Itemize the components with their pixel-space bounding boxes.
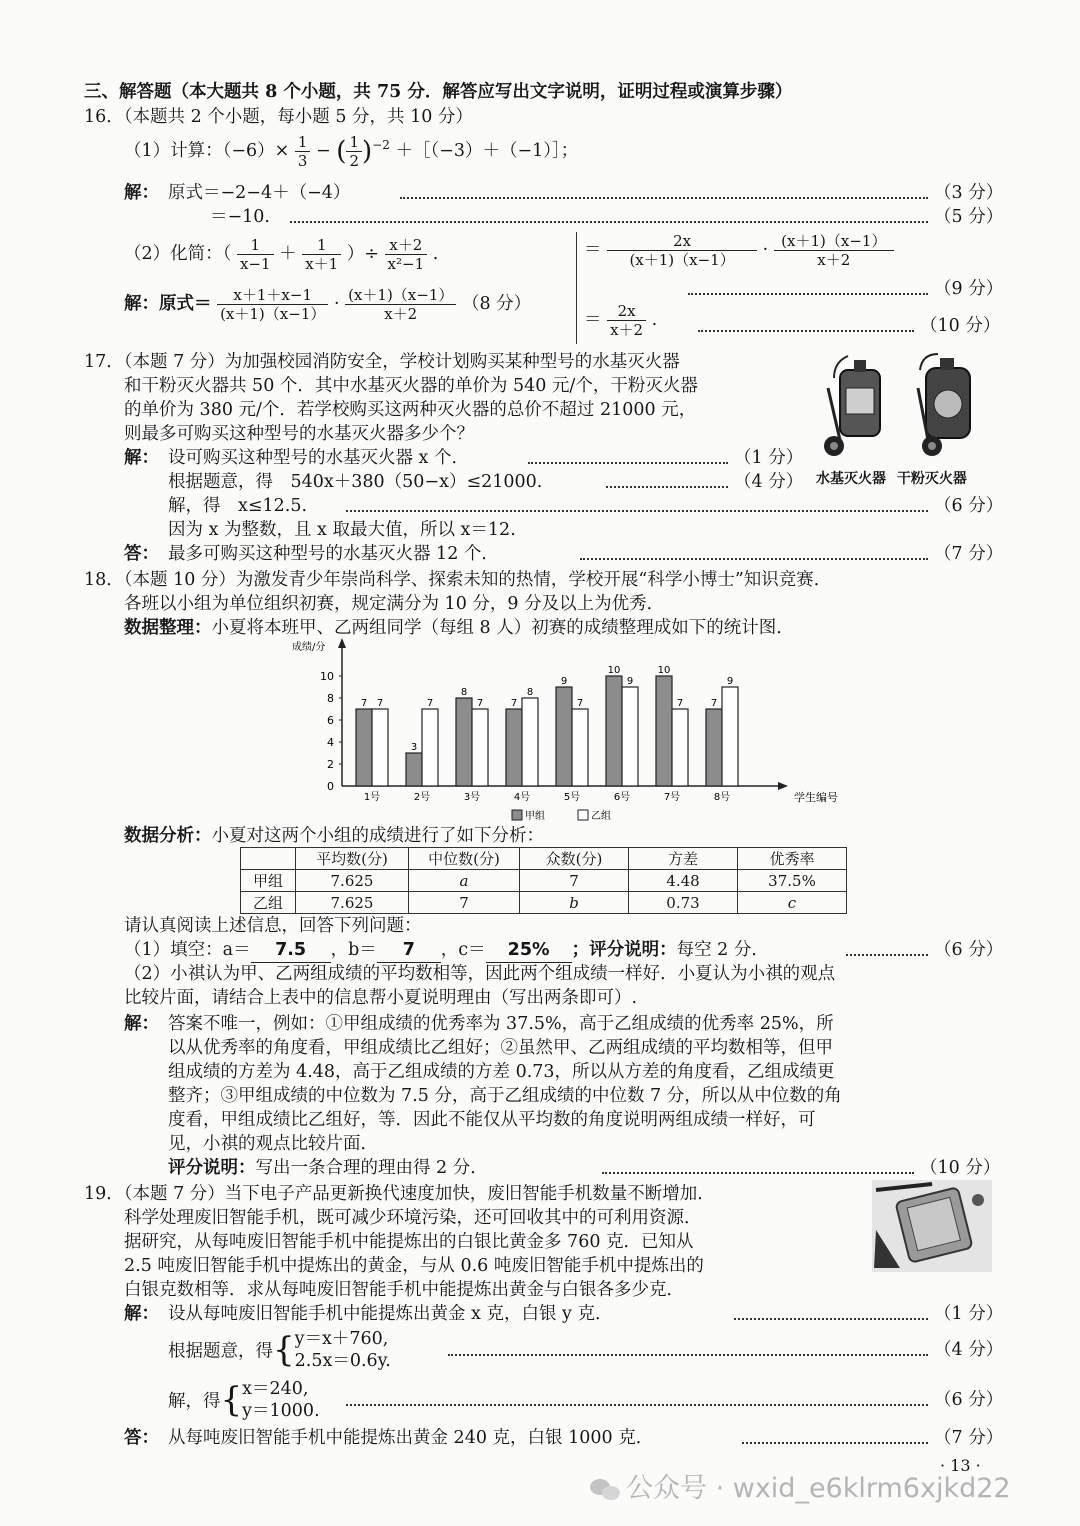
x-tick-label: 2号 [413,792,431,803]
bar-value-label: 3 [410,742,418,753]
x-tick-label: 3号 [463,792,481,803]
equation: 2.5x＝0.6y. [294,1351,391,1371]
score-mark: （10 分） [920,1158,1001,1178]
bar-value-label: 7 [510,698,518,709]
bar-yi [522,698,538,786]
bar-jia [356,709,372,786]
q18-read: 请认真阅读上述信息，回答下列问题： [124,916,422,936]
equation: y＝1000. [242,1401,320,1421]
score-mark: （5 分） [934,207,1004,227]
q16-right-line1: ＝ $\frac{2x}{(x+1)(x-1)}$ · $\frac{(x+1)(x-1)}{x+2}$ [584,232,894,269]
q19-line3: 据研究，从每吨废旧智能手机中能提炼出的白银比黄金多 760 克．已知从 [124,1232,694,1252]
y-tick-label: 6 [327,714,334,727]
q18-sol3: 组成绩的方差为 4.48，高于乙组成绩的方差 0.73，所以从方差的角度看，乙组成绩更 [168,1062,835,1082]
bar-value-label: 9 [626,676,634,687]
bar-jia [556,687,572,786]
x-axis-arrow [778,782,788,790]
bar-jia [656,676,672,786]
q16-right-frac3: $\frac{2x}{x+2}$ [607,302,646,339]
section-header: 三、解答题（本大题共 8 个小题，共 75 分．解答应写出文字说明，证明过程或演算步骤） [84,82,793,102]
q16-right-line2: ＝ $\frac{2x}{x+2}$ . [584,302,658,339]
q19-ans-label: 答： [124,1428,159,1448]
bar-value-label: 8 [460,687,468,698]
bar-value-label: 7 [360,698,368,709]
q18-data-analysis: 数据分析：小夏对这两个小组的成绩进行了如下分析： [124,826,544,846]
q18-line2: 各班以小组为单位组织初赛，规定满分为 10 分，9 分及以上为优秀． [124,594,665,614]
bar-jia [406,753,422,786]
bar-value-label: 7 [576,698,584,709]
y-tick-label: 4 [327,736,334,749]
bar-jia [506,709,522,786]
q17-line4: 则最多可购买这种型号的水基灭火器多少个？ [124,424,474,444]
bar-yi [372,709,388,786]
extinguisher-captions: 水基灭火器 干粉灭火器 [816,471,967,487]
q16-sol-line1: 原式＝−2−4＋（−4） [168,183,351,203]
x-tick-label: 4号 [513,792,531,803]
q16-p2-frac1: $\frac{1}{x-1}$ [237,236,274,273]
stats-table [240,847,847,914]
fire-extinguisher-illustration [820,348,990,464]
q17-line1: 17．（本题 7 分）为加强校园消防安全，学校计划购买某种型号的水基灭火器 [84,352,680,372]
x-tick-label: 8号 [713,792,731,803]
equation: x＝240, [242,1379,309,1399]
q18-line1: 18．（本题 10 分）为激发青少年崇尚科学、探索未知的热情，学校开展“科学小博士”知识竞赛． [84,570,832,590]
leader-dots [602,1172,914,1174]
q17-sol3: 解，得 x≤12.5. [168,496,308,516]
leader-dots [400,197,928,199]
bar-value-label: 9 [560,676,568,687]
q16-part1: （1）计算：（−6）× $\frac{1}{3}$ − ( $\frac{1}{2}$ )$^{-2}$ ＋［（−3）＋（−1）］； [124,133,579,170]
answer-a: 7.5 [251,938,331,963]
y-tick-label: 10 [320,670,334,683]
q17-sol1: 设可购买这种型号的水基灭火器 x 个． [168,448,469,468]
x-axis-label: 学生编号 [794,791,838,804]
score-bar-chart [288,636,838,826]
score-mark: （6 分） [934,1390,1004,1410]
score-mark: （7 分） [934,544,1004,564]
q17-sol2: 根据题意，得 540x＋380（50−x）≤21000. [168,472,543,492]
score-mark: （6 分） [934,940,1004,960]
q16-p1-fraction: $\frac{1}{3}$ [295,133,311,170]
leader-dots [734,1318,928,1320]
q16-p2-frac2: $\frac{1}{x+1}$ [302,236,341,273]
q18-scoring-note: 评分说明：写出一条合理的理由得 2 分． [168,1158,488,1178]
bar-value-label: 9 [726,676,734,687]
leader-dots [846,954,928,956]
leader-dots [290,221,928,223]
q16-sol-line2: ＝−10. [210,207,270,227]
q19-answer: 从每吨废旧智能手机中能提炼出黄金 240 克，白银 1000 克． [168,1428,654,1448]
leader-dots [698,330,914,332]
bar-jia [706,709,722,786]
x-tick-label: 1号 [363,792,381,803]
y-tick-label: 2 [327,758,334,771]
score-mark: （6 分） [934,496,1004,516]
bar-value-label: 7 [476,698,484,709]
q16-sol2-frac2: $\frac{(x+1)(x-1)}{x+2}$ [345,286,456,323]
q18-part1: （1）填空：a＝ 7.5 ，b＝ 7 ，c＝ 25% ；评分说明：每空 2 分． [124,938,769,963]
bar-value-label: 8 [526,687,534,698]
x-tick-label: 5号 [563,792,581,803]
y-tick-label: 0 [327,780,334,793]
bar-value-label: 7 [376,698,384,709]
bar-value-label: 7 [710,698,718,709]
q16-right-frac2: $\frac{(x+1)(x-1)}{x+2}$ [774,232,894,269]
leader-dots [346,1404,928,1406]
wechat-icon [590,1477,622,1503]
q18-part2-line2: 比较片面，请结合上表中的信息帮小夏说明理由（写出两条即可）. [124,988,638,1008]
q16-p1-label: （1）计算：（−6）× [124,141,290,161]
bar-yi [472,709,488,786]
q18-sol-label: 解： [124,1014,159,1034]
table-row: 乙组 7.625 7 b 0.73 c [241,892,847,914]
q16-sol2: 解：原式＝ $\frac{x+1+x-1}{(x+1)(x-1)}$ · $\frac{(x+1)(x-1)}{x+2}$ （8 分） [124,286,532,323]
q16-right-frac1: $\frac{2x}{(x+1)(x-1)}$ [607,232,757,269]
q19-sol1: 设从每吨废旧智能手机中能提炼出黄金 x 克，白银 y 克． [168,1304,613,1324]
score-mark: （10 分） [920,316,1001,336]
score-mark: （1 分） [734,448,804,468]
score-mark: （1 分） [934,1304,1004,1324]
q18-sol5: 度看，甲组成绩比乙组好，等．因此不能仅从平均数的角度说明两组成绩一样好，可 [168,1110,816,1130]
bar-yi [722,687,738,786]
q16-part2: （2）化简：（ $\frac{1}{x-1}$ ＋ $\frac{1}{x+1}$ ）÷ $\frac{x+2}{\text{x²−1}}$ . [124,236,439,273]
q16-p2-frac3: $\frac{x+2}{\text{x²−1}}$ [385,236,428,273]
score-mark: （4 分） [734,472,804,492]
bar-jia [456,698,472,786]
q17-answer: 最多可购买这种型号的水基灭火器 12 个． [168,544,499,564]
q17-line3: 的单价为 380 元/个．若学校购买这两种灭火器的总价不超过 21000 元， [124,400,697,420]
leader-dots [742,1442,928,1444]
y-axis-label: 成绩/分 [292,642,326,653]
phone-disassembly-photo [872,1180,992,1272]
legend-label: 乙组 [591,811,611,822]
q19-system2: 解，得{ x＝240, y＝1000. [168,1379,320,1421]
bar-yi [622,687,638,786]
legend-swatch [512,810,522,820]
bar-value-label: 10 [607,665,621,676]
answer-c: 25% [486,938,572,963]
leader-dots [580,558,928,560]
q19-line1: 19．（本题 7 分）当下电子产品更新换代速度加快，废旧智能手机数量不断增加． [84,1184,715,1204]
y-axis-arrow [338,638,346,648]
score-mark: （7 分） [934,1428,1004,1448]
column-divider [576,232,577,344]
x-tick-label: 7号 [663,792,681,803]
q19-sol-label: 解： [124,1304,159,1324]
watermark: 公众号 · wxid_e6klrm6xjkd22 [590,1466,1011,1505]
q16-p1-inner-fraction: $\frac{1}{2}$ [346,133,362,170]
water-extinguisher-icon [824,356,880,456]
leader-dots [448,1354,928,1356]
dry-powder-extinguisher-icon [918,354,970,456]
score-mark: （9 分） [934,279,1004,299]
q16-title: 16．（本题共 2 个小题，每小题 5 分，共 10 分） [84,107,473,127]
q17-line2: 和干粉灭火器共 50 个．其中水基灭火器的单价为 540 元/个，干粉灭火器 [124,376,698,396]
q18-sol4: 整齐；③甲组成绩的中位数为 7.5 分，高于乙组成绩的中位数 7 分，所以从中位数的角 [168,1086,842,1106]
table-header-row: 平均数(分) 中位数(分) 众数(分) 方差 优秀率 [241,848,847,870]
q18-sol1: 答案不唯一，例如：①甲组成绩的优秀率为 37.5%，高于乙组成绩的优秀率 25%，所 [168,1014,834,1034]
q19-line2: 科学处理废旧智能手机，既可减少环境污染，还可回收其中的可利用资源． [124,1208,702,1228]
table-row: 甲组 7.625 a 7 4.48 37.5% [241,870,847,892]
leader-dots [688,293,928,295]
q18-data-org: 数据整理：小夏将本班甲、乙两组同学（每组 8 人）初赛的成绩整理成如下的统计图． [124,618,794,638]
q19-system1: 根据题意，得{ y＝x＋760, 2.5x＝0.6y. [168,1329,391,1371]
q17-sol-label: 解： [124,448,159,468]
legend-label: 甲组 [525,811,545,822]
leader-dots [346,510,928,512]
legend-swatch [578,810,588,820]
x-tick-label: 6号 [613,792,631,803]
score-mark: （4 分） [934,1340,1004,1360]
leader-dots [528,462,728,464]
q17-ans-label: 答： [124,544,159,564]
q19-line4: 2.5 吨废旧智能手机中提炼出的黄金，与从 0.6 吨废旧智能手机中提炼出的 [124,1256,704,1276]
y-tick-label: 8 [327,692,334,705]
bar-jia [606,676,622,786]
q18-part2-line1: （2）小祺认为甲、乙两组成绩的平均数相等，因此两个组成绩一样好．小夏认为小祺的观点 [124,964,836,984]
q18-sol2: 以从优秀率的角度看，甲组成绩比乙组好；②虽然甲、乙两组成绩的平均数相等，但甲 [168,1038,833,1058]
q18-sol6: 见，小祺的观点比较片面． [168,1134,378,1154]
q19-line5: 白银克数相等．求从每吨废旧智能手机中能提炼出黄金与白银各多少克． [124,1280,684,1300]
page-number: · 13 · [940,1456,981,1475]
leader-dots [606,486,728,488]
score-mark: （3 分） [934,183,1004,203]
q16-sol-label: 解： [124,183,159,203]
bar-value-label: 7 [426,698,434,709]
q16-sol2-frac1: $\frac{x+1+x-1}{(x+1)(x-1)}$ [217,286,328,323]
bar-yi [672,709,688,786]
bar-yi [422,709,438,786]
bar-value-label: 7 [676,698,684,709]
equation: y＝x＋760, [294,1329,389,1349]
bar-yi [572,709,588,786]
answer-b: 7 [377,938,441,963]
bar-value-label: 10 [657,665,671,676]
q17-sol4: 因为 x 为整数，且 x 取最大值，所以 x＝12. [168,520,516,540]
